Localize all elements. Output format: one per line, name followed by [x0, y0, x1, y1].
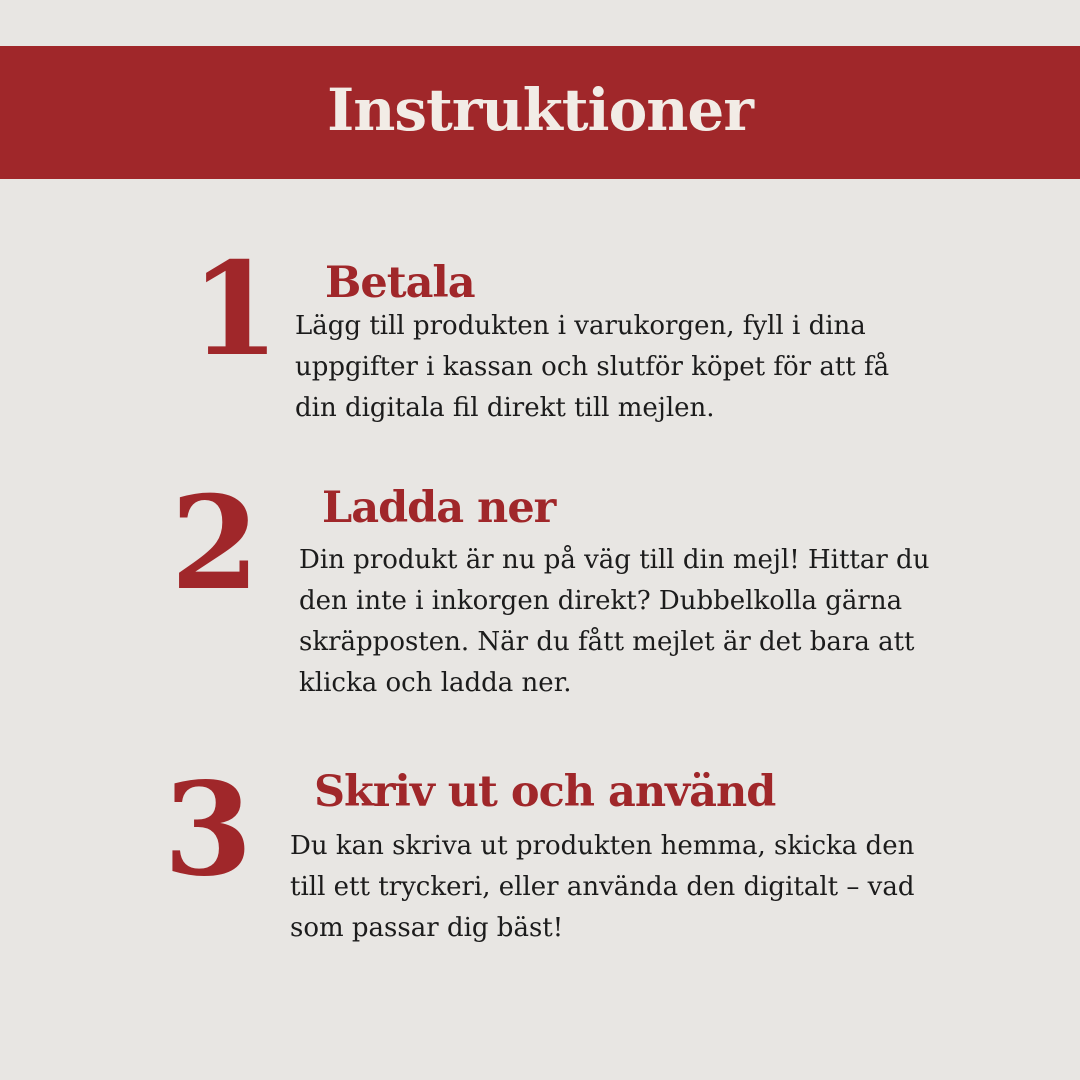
- step-2-title: Ladda ner: [322, 483, 556, 533]
- step-3-number: 3: [163, 755, 253, 905]
- header-banner: [0, 46, 1080, 179]
- step-1-text: Lägg till produkten i varukorgen, fyll i dina uppgifter i kassan och slutför köpet för att få din digitala fil direkt till mejlen.: [295, 311, 890, 423]
- step-3-title: Skriv ut och använd: [314, 767, 776, 817]
- step-2-number: 2: [170, 469, 260, 619]
- step-2-text: Din produkt är nu på väg till din mejl! Hittar du den inte i inkorgen direkt? Dubbelkolla gärna skräpposten. När du fått mejlet är det bara att klicka och ladda ner.: [299, 545, 930, 698]
- step-3-text: Du kan skriva ut produkten hemma, skicka den till ett tryckeri, eller använda den digitalt – vad som passar dig bäst!: [290, 831, 915, 943]
- step-1-number: 1: [190, 235, 280, 385]
- page-title: Instruktioner: [327, 75, 753, 144]
- step-1-title: Betala: [325, 258, 475, 308]
